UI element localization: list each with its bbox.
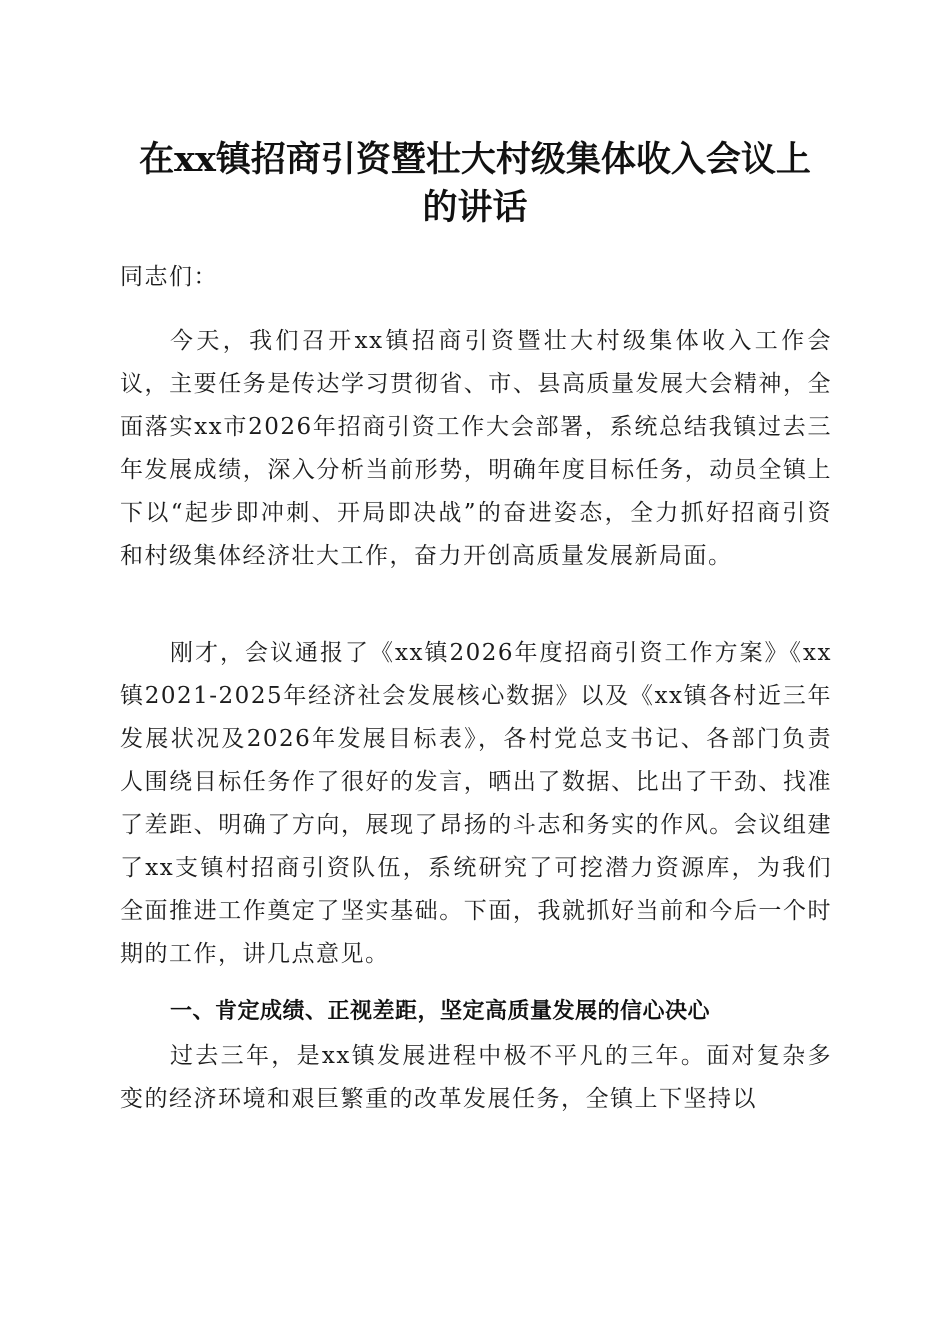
title-line-2: 的讲话 <box>422 187 528 228</box>
paragraph-opening: 今天，我们召开xx镇招商引资暨壮大村级集体收入工作会议，主要任务是传达学习贯彻省、市、县高质量发展大会精神，全面落实xx市2026年招商引资工作大会部署，系统总结我镇过去三年发展成绩，深入分析当前形势，明确年度目标任务，动员全镇上下以“起步即冲刺、开局即决战”的奋进姿态，全力抓好招商引资和村级集体经济壮大工作，奋力开创高质量发展新局面。 <box>120 328 832 569</box>
salutation: 同志们： <box>120 264 218 290</box>
section-heading: 一、肯定成绩、正视差距，坚定高质量发展的信心决心 <box>170 999 711 1024</box>
paragraph-review: 刚才，会议通报了《xx镇2026年度招商引资工作方案》《xx镇2021-2025年经济社会发展核心数据》以及《xx镇各村近三年发展状况及2026年发展目标表》，各村党总支书记、各部门负责人围绕目标任务作了很好的发言，晒出了数据、比出了干劲、找准了差距、明确了方向，展现了昂扬的斗志和务实的作风。会议组建了xx支镇村招商引资队伍，系统研究了可挖潜力资源库，为我们全面推进工作奠定了坚实基础。下面，我就抓好当前和今后一个时期的工作，讲几点意见。 <box>120 640 832 967</box>
title-line-1: 在xx镇招商引资暨壮大村级集体收入会议上 <box>139 139 811 180</box>
document-title <box>110 136 840 232</box>
paragraph-section-one: 过去三年，是xx镇发展进程中极不平凡的三年。面对复杂多变的经济环境和艰巨繁重的改革发展任务，全镇上下坚持以 <box>120 1043 832 1112</box>
